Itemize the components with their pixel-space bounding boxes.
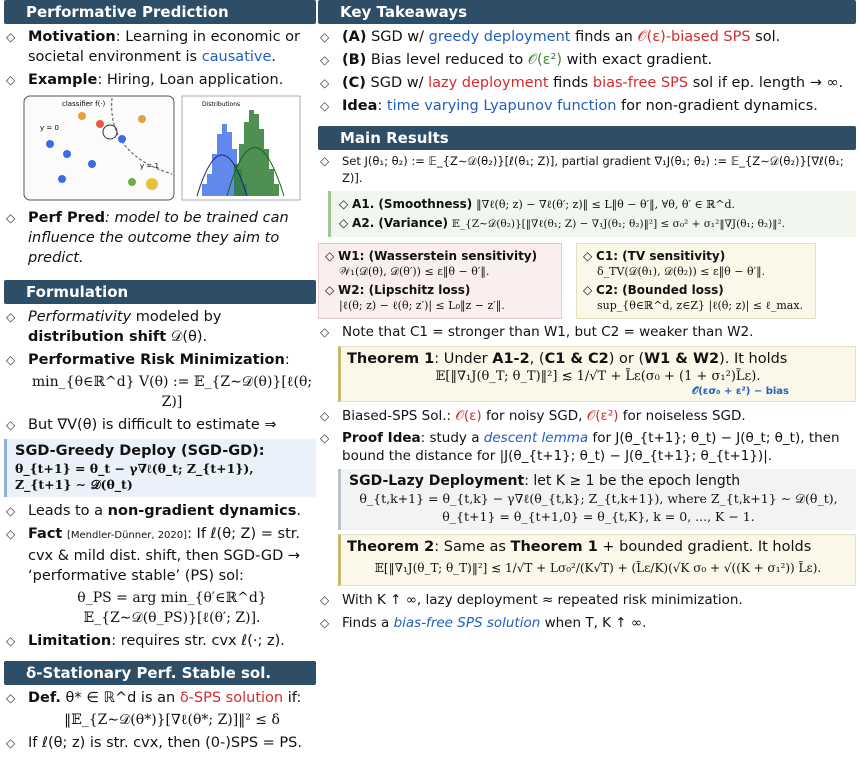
lazy-deployment-text: lazy deployment <box>428 75 549 91</box>
a1-label: A1 <box>352 197 370 211</box>
perf-pred-text: : model to be trained can influence the outcome they aim to predict. <box>28 210 289 266</box>
non-gradient-text: non-gradient dynamics <box>107 503 297 519</box>
assumption-a2 <box>339 214 848 233</box>
thm1-title-e: C1 & C2 <box>544 351 609 367</box>
modeled-by-text: modeled by <box>131 309 222 325</box>
takeaway-a-text2: finds an <box>570 29 638 45</box>
sgd-lazy-title <box>349 473 848 489</box>
thm1-title-f: ) or ( <box>608 351 645 367</box>
takeaway-b-text1: Bias level reduced to <box>366 52 528 68</box>
prm-label: Performative Risk Minimization <box>28 352 285 368</box>
eps-biased-sps-text: 𝒪(ε)-biased SPS <box>637 29 751 45</box>
thm2-c: Theorem 1 <box>510 539 598 555</box>
a2-label: A2 <box>352 216 370 230</box>
thm2-a: Theorem 2 <box>347 539 435 555</box>
theorem1-box <box>338 346 856 402</box>
a2-name: . (Variance) <box>369 216 449 230</box>
fig-y1-label: y = 1 <box>140 162 159 170</box>
biased-b: 𝒪(ε) <box>455 408 482 424</box>
thm1-title-h: ). It holds <box>719 351 788 367</box>
fig-classifier-label: classifier f(·) <box>62 100 106 108</box>
bias-free-sps-text: bias-free SPS <box>592 75 689 91</box>
diamond-bullet-icon: ◇ <box>6 527 16 541</box>
but-grad-text: But ∇V(θ) is difficult to estimate ⇒ <box>28 417 277 433</box>
thm1-title-g: W1 & W2 <box>644 351 720 367</box>
c1-label: C1 <box>596 249 614 263</box>
diamond-bullet-icon: ◇ <box>325 249 339 263</box>
w1-equation: 𝒲₁(𝒟(θ), 𝒟(θ′)) ≤ ε‖θ − θ′‖. <box>339 265 490 278</box>
proof-text2: for J(θ_{t+1}; θ_t) − J(θ_t; θ_t), then bound the distance for |J(θ_{t+1}; θ_t) − J(θ_{t+1}; θ_{t+1})|. <box>342 430 840 464</box>
perf-pred-label: Perf Pred <box>28 210 105 226</box>
a1-equation: ‖∇ℓ(θ; z) − ∇ℓ(θ′; z)‖ ≤ L‖θ − θ′‖, ∀θ, θ′ ∈ ℝ^d. <box>476 198 735 211</box>
str-cvx-text: If ℓ(θ; z) is str. cvx, then (0-)SPS = PS. <box>28 735 302 751</box>
thm2-d: + bounded gradient. It holds <box>597 539 812 555</box>
diamond-bullet-icon: ◇ <box>6 73 16 87</box>
assumption-a1 <box>339 195 848 214</box>
note-text: Note that C1 = stronger than W1, but C2 = weaker than W2. <box>342 324 754 340</box>
condition-c1 <box>583 248 809 280</box>
section-header-main-results: Main Results <box>318 126 856 150</box>
takeaway-c-label: (C) <box>342 75 366 91</box>
diamond-bullet-icon: ◇ <box>320 593 330 607</box>
theorem2-equation: 𝔼[‖∇₁J(θ_T; θ_T)‖²] ≲ 1/√T + Lσ₀²/(K√T) + (L̃ε/K)(√K σ₀ + √((K + σ₁²)) L̃ε). <box>374 561 822 575</box>
c2-name: : (Bounded loss) <box>613 283 724 297</box>
list-item-fact <box>4 524 316 628</box>
assumptions-box <box>328 191 856 237</box>
fact-label: Fact <box>28 526 63 542</box>
thm1-title-b: : Under <box>434 351 493 367</box>
takeaway-b-label: (B) <box>342 52 367 68</box>
diamond-bullet-icon: ◇ <box>320 325 330 339</box>
distribution-shift-text: distribution shift <box>28 329 167 345</box>
a2-equation: 𝔼_{Z∼𝒟(θ₂)}[‖∇ℓ(θ₁; Z) − ∇₁J(θ₁; θ₂)‖²] ≤ σ₀² + σ₁²‖∇J(θ₁; θ₂)‖². <box>451 218 786 230</box>
performativity-text: Performativity <box>28 309 132 325</box>
takeaway-c-text3: sol if ep. length → ∞. <box>688 75 844 91</box>
list-item-performativity <box>4 307 316 347</box>
fact-text: : If ℓ(θ; Z) = str. cvx & mild dist. shift, then SGD-GD → ‘performative stable’ (PS) sol: <box>28 526 300 584</box>
diamond-bullet-icon: ◇ <box>6 634 16 648</box>
finds-c: when T, K ↑ ∞. <box>540 615 647 631</box>
section-header-performative-prediction: Performative Prediction <box>4 0 316 24</box>
def-label: Def. <box>28 690 61 706</box>
sgd-lazy-box <box>338 469 856 530</box>
bias-free-solution-text: bias-free SPS solution <box>393 615 541 631</box>
diamond-bullet-icon: ◇ <box>320 76 330 90</box>
a1-name: . (Smoothness) <box>369 197 473 211</box>
descent-lemma-text: descent lemma <box>483 430 589 446</box>
takeaway-b-text2: with exact gradient. <box>561 52 713 68</box>
motivation-label: Motivation <box>28 29 116 45</box>
takeaway-c-text2: finds <box>548 75 593 91</box>
takeaway-a-text1: SGD w/ <box>366 29 429 45</box>
condition-w2 <box>325 282 555 314</box>
diamond-bullet-icon: ◇ <box>6 691 16 705</box>
section-header-delta-sps: δ-Stationary Perf. Stable sol. <box>4 661 316 685</box>
with-k-text: With K ↑ ∞, lazy deployment ≈ repeated risk minimization. <box>342 592 743 608</box>
conditions-row <box>318 243 856 319</box>
list-item-but-grad <box>4 415 316 435</box>
diamond-bullet-icon: ◇ <box>6 736 16 750</box>
idea-text2: for non-gradient dynamics. <box>616 98 818 114</box>
example-text: : Hiring, Loan application. <box>97 72 284 88</box>
diamond-bullet-icon: ◇ <box>325 283 339 297</box>
greedy-deployment-text: greedy deployment <box>428 29 571 45</box>
list-item-motivation: ◇ Motivation: Learning in economic or societal environment is causative. <box>6 29 300 65</box>
distribution-symbol: 𝒟(θ). <box>166 329 208 345</box>
section-header-key-takeaways: Key Takeaways <box>318 0 856 24</box>
diamond-bullet-icon: ◇ <box>6 353 16 367</box>
diamond-bullet-icon: ◇ <box>320 53 330 67</box>
w-conditions-box <box>318 243 562 319</box>
lyapunov-text: time varying Lyapunov function <box>386 98 617 114</box>
theorem2-box <box>338 534 856 586</box>
biased-sps-item <box>318 406 856 426</box>
idea-text1: : <box>377 98 387 114</box>
diamond-bullet-icon: ◇ <box>320 431 330 445</box>
eps-squared-text: 𝒪(ε²) <box>527 52 562 68</box>
lazy-title-b: : let K ≥ 1 be the epoch length <box>524 473 741 489</box>
takeaway-a-label: (A) <box>342 29 367 45</box>
diamond-bullet-icon: ◇ <box>320 616 330 630</box>
diamond-bullet-icon: ◇ <box>320 154 330 168</box>
proof-idea-item <box>318 429 856 465</box>
right-column <box>318 0 856 633</box>
takeaway-b <box>318 50 856 70</box>
biased-c: for noisy SGD, <box>481 408 587 424</box>
setup-item <box>318 153 856 187</box>
fig-dist-label: Distributions <box>202 101 241 108</box>
w2-equation: |ℓ(θ; z) − ℓ(θ; z′)| ≤ L₀‖z − z′‖. <box>339 299 505 312</box>
diamond-bullet-icon: ◇ <box>583 249 597 263</box>
c2-equation: sup_{θ∈ℝ^d, z∈Z} |ℓ(θ; z)| ≤ ℓ_max. <box>597 299 804 312</box>
list-item-prm: ◇ Performative Risk Minimization: min_{θ∈ℝ^d} V(θ) := 𝔼_{Z∼𝒟(θ)}[ℓ(θ; Z)] <box>4 350 316 412</box>
thm1-title-d: , ( <box>529 351 545 367</box>
w2-name: : (Lipschitz loss) <box>359 283 471 297</box>
thm2-b: : Same as <box>434 539 511 555</box>
example-label: Example <box>28 72 98 88</box>
setup-text: Set J(θ₁; θ₂) := 𝔼_{Z∼𝒟(θ₂)}[ℓ(θ₁; Z)], partial gradient ∇₁J(θ₁; θ₂) := 𝔼_{Z∼𝒟(θ₂)}[∇ℓ(θ₁; Z)]. <box>342 154 844 185</box>
proof-text1: : study a <box>420 430 484 446</box>
lazy-title-a: SGD-Lazy Deployment <box>349 473 525 489</box>
diamond-bullet-icon: ◇ <box>320 30 330 44</box>
section-header-formulation: Formulation <box>4 280 316 304</box>
motivation-text: : Learning in economic or societal environment is <box>28 29 300 65</box>
diamond-bullet-icon: ◇ <box>320 409 330 423</box>
c2-label: C2 <box>596 283 614 297</box>
takeaway-a-text3: sol. <box>750 29 781 45</box>
sgd-gd-box <box>4 439 316 497</box>
diamond-bullet-icon: ◇ <box>6 310 16 324</box>
takeaway-idea <box>318 96 856 116</box>
idea-label: Idea <box>342 98 378 114</box>
list-item-limitation <box>4 631 316 651</box>
theorem1-equation: 𝔼[‖∇₁J(θ_T; θ_T)‖²] ≲ 1/√T + L̃ε(σ₀ + (1 + σ₁²)L̃ε). <box>435 369 761 384</box>
causative-text: causative <box>201 49 272 65</box>
sgd-gd-title: SGD-Greedy Deploy (SGD-GD): <box>15 443 265 459</box>
def-if-text: if: <box>283 690 302 706</box>
theorem1-bias-label: 𝒪(εσ₀ + ε²) − bias <box>691 386 789 397</box>
list-item-def <box>4 688 316 730</box>
diamond-bullet-icon: ◇ <box>6 211 16 225</box>
c1-name: : (TV sensitivity) <box>613 249 726 263</box>
biased-d: 𝒪(ε²) <box>586 408 619 424</box>
limitation-text: : requires str. cvx ℓ(·; z). <box>111 633 285 649</box>
delta-sps-equation: ‖𝔼_{Z∼𝒟(θ*)}[∇ℓ(θ*; Z)]‖² ≤ δ <box>64 712 280 728</box>
with-k-item <box>318 590 856 610</box>
list-item-str-cvx <box>4 733 316 753</box>
classifier-illustration <box>22 94 302 204</box>
ps-equation: θ_PS = arg min_{θ′∈ℝ^d} 𝔼_{Z∼𝒟(θ_PS)}[ℓ(θ′; Z)]. <box>77 590 267 626</box>
diamond-bullet-icon: ◇ <box>339 197 353 211</box>
takeaway-c-text1: SGD w/ <box>365 75 429 91</box>
diamond-bullet-icon: ◇ <box>6 504 16 518</box>
c1-equation: δ_TV(𝒟(θ₁), 𝒟(θ₂)) ≤ ε‖θ − θ′‖. <box>597 265 766 278</box>
biased-e: for noiseless SGD. <box>618 408 746 424</box>
list-item-leads-to: ◇ Leads to a non-gradient dynamics. <box>6 503 301 519</box>
finds-a: Finds a <box>342 615 394 631</box>
sgd-gd-equation: θ_{t+1} = θ_t − γ∇ℓ(θ_t; Z_{t+1}), Z_{t+1} ∼ 𝒟(θ_t) <box>15 461 254 492</box>
w2-label: W2 <box>338 283 360 297</box>
lazy-equation-1: θ_{t,k+1} = θ_{t,k} − γ∇ℓ(θ_{t,k}; Z_{t,k+1}), where Z_{t,k+1} ∼ 𝒟(θ_t), <box>359 491 838 506</box>
diamond-bullet-icon: ◇ <box>583 283 597 297</box>
thm1-title-c: A1-2 <box>492 351 530 367</box>
diamond-bullet-icon: ◇ <box>6 418 16 432</box>
takeaway-c <box>318 73 856 93</box>
diamond-bullet-icon: ◇ <box>6 30 16 44</box>
finds-item <box>318 613 856 633</box>
diamond-bullet-icon: ◇ <box>339 216 353 230</box>
takeaway-a <box>318 27 856 47</box>
c-conditions-box <box>576 243 816 319</box>
w1-name: : (Wasserstein sensitivity) <box>359 249 538 263</box>
left-column <box>4 0 316 753</box>
limitation-label: Limitation <box>28 633 112 649</box>
w1-label: W1 <box>338 249 360 263</box>
thm1-title-a: Theorem 1 <box>347 351 435 367</box>
fig-y0-label: y = 0 <box>40 124 59 132</box>
list-item-example <box>4 70 316 90</box>
fact-citation: [Mendler-Dünner, 2020] <box>66 530 188 541</box>
theorem2-title <box>347 539 849 555</box>
biased-a: Biased-SPS Sol.: <box>342 408 456 424</box>
prm-equation: min_{θ∈ℝ^d} V(θ) := 𝔼_{Z∼𝒟(θ)}[ℓ(θ; Z)] <box>31 374 313 410</box>
list-item-perf-pred <box>4 208 316 268</box>
theorem1-title <box>347 351 849 367</box>
lazy-equation-2: θ_{t+1} = θ_{t+1,0} = θ_{t,K}, k = 0, ..., K − 1. <box>442 509 755 524</box>
diamond-bullet-icon: ◇ <box>320 99 330 113</box>
def-text: θ* ∈ ℝ^d is an <box>60 690 180 706</box>
leads-to-text: Leads to a <box>28 503 108 519</box>
delta-sps-text: δ-SPS solution <box>179 690 284 706</box>
proof-idea-label: Proof Idea <box>342 430 421 446</box>
condition-c2 <box>583 282 809 314</box>
condition-w1 <box>325 248 555 280</box>
illustration-figure <box>22 94 316 204</box>
note-item <box>318 322 856 342</box>
